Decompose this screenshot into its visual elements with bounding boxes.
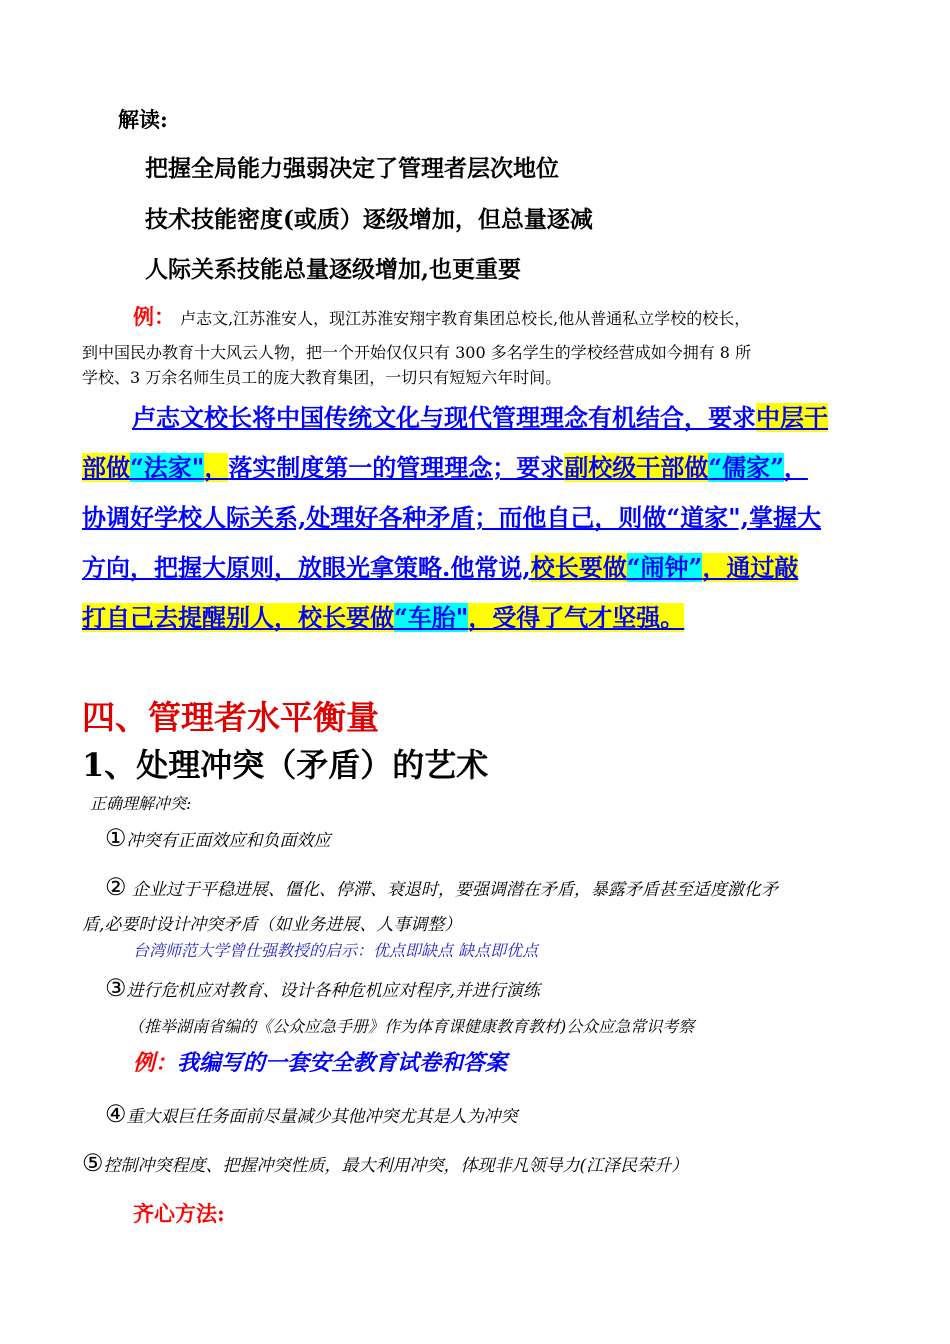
item-number: ④ bbox=[105, 1100, 127, 1128]
item-number: ① bbox=[105, 824, 127, 852]
hl-l2-f: “儒家” bbox=[708, 453, 784, 482]
item-text: 进行危机应对教育、设计各种危机应对程序,并进行演练 bbox=[126, 981, 540, 1001]
conflict-item-2-cont: 盾,必要时设计冲突矛盾（如业务进展、人事调整） bbox=[82, 915, 462, 935]
hl-l4-d: ，通过敲 bbox=[702, 553, 799, 582]
hl-l2-d: 落实制度第一的管理理念；要求 bbox=[228, 453, 565, 482]
hl-l4-c: “闹钟” bbox=[626, 553, 703, 582]
hl-l2-a: 部做 bbox=[82, 453, 130, 482]
item-text: 企业过于平稳进展、僵化、停滞、衰退时，要强调潜在矛盾，暴露矛盾甚至适度激化矛 bbox=[131, 880, 778, 900]
conflict-item-3-note: （推举湖南省编的《公众应急手册》作为体育课健康教育教材)公众应急常识考察 bbox=[128, 1017, 695, 1036]
hl-l2-c: ， bbox=[204, 453, 229, 482]
conflict-item-2-note: 台湾师范大学曾仕强教授的启示：优点即缺点 缺点即优点 bbox=[133, 941, 539, 960]
unity-methods-label: 齐心方法: bbox=[133, 1201, 225, 1226]
hl-l3: 协调好学校人际关系,处理好各种矛盾；而他自己，则做“道家",掌握大 bbox=[82, 503, 822, 532]
item-number: ② bbox=[105, 873, 127, 901]
item-number: ⑤ bbox=[82, 1149, 104, 1177]
section-intro: 正确理解冲突: bbox=[90, 794, 192, 813]
example2-label: 例： bbox=[133, 1050, 178, 1076]
hl-l5-c: ，受得了气才坚强。 bbox=[468, 603, 685, 632]
hl-l5-a: 打自己去提醒别人，校长要做 bbox=[82, 603, 394, 632]
item-number: ③ bbox=[105, 974, 127, 1002]
hl-l1-b: 中层干 bbox=[756, 403, 828, 432]
example2-text: 我编写的一套安全教育试卷和答案 bbox=[177, 1050, 508, 1076]
hl-l2-g: ， bbox=[783, 453, 808, 482]
example1-label: 例： bbox=[133, 304, 175, 329]
hl-l4-b: 校长要做 bbox=[530, 553, 627, 582]
conflict-item-3 bbox=[105, 974, 540, 1002]
hl-l4-a: 方向，把握大原则，放眼光拿策略.他常说, bbox=[82, 553, 531, 582]
item-text: 冲突有正面效应和负面效应 bbox=[126, 831, 331, 851]
example1-line3: 学校、3 万余名师生员工的庞大教育集团，一切只有短短六年时间。 bbox=[82, 368, 562, 387]
interpretation-label: 解读: bbox=[118, 107, 168, 132]
item-text: 重大艰巨任务面前尽量减少其他冲突尤其是人为冲突 bbox=[126, 1107, 518, 1127]
conflict-item-2 bbox=[105, 873, 778, 901]
hl-l2-b: “法家" bbox=[130, 453, 205, 482]
interpretation-point-2: 技术技能密度(或质）逐级增加，但总量逐减 bbox=[145, 206, 593, 233]
hl-l2-e: 副校级干部做 bbox=[564, 453, 709, 482]
hl-l1-a: 卢志文校长将中国传统文化与现代管理理念有机结合，要求 bbox=[132, 403, 756, 432]
highlight-paragraph bbox=[82, 393, 882, 643]
example1-line2: 到中国民办教育十大风云人物，把一个开始仅仅只有 300 多名学生的学校经营成如今拥有 8 所 bbox=[82, 343, 752, 362]
conflict-item-5 bbox=[82, 1149, 688, 1177]
example2 bbox=[133, 1046, 507, 1077]
interpretation-point-1: 把握全局能力强弱决定了管理者层次地位 bbox=[145, 155, 559, 182]
conflict-item-1 bbox=[105, 824, 331, 852]
example1-line1 bbox=[133, 302, 750, 334]
section-subtitle: 1、处理冲突（矛盾）的艺术 bbox=[82, 746, 489, 784]
example1-text-1: 卢志文,江苏淮安人，现江苏淮安翔宇教育集团总校长,他从普通私立学校的校长， bbox=[180, 309, 751, 328]
section-title: 四、管理者水平衡量 bbox=[82, 698, 379, 737]
interpretation-point-3: 人际关系技能总量逐级增加,也更重要 bbox=[145, 256, 522, 283]
item-text: 控制冲突程度、把握冲突性质，最大利用冲突，体现非凡领导力(江泽民荣升） bbox=[103, 1156, 689, 1176]
conflict-item-4 bbox=[105, 1100, 518, 1128]
hl-l5-b: “车胎" bbox=[394, 603, 469, 632]
